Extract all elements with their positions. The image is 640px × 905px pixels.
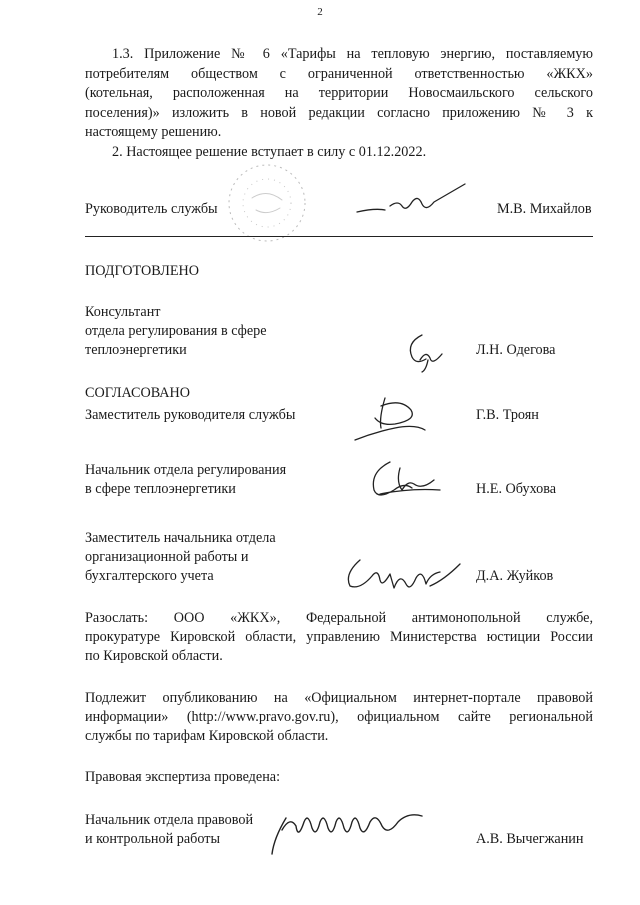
prepared-line: Консультант bbox=[85, 304, 161, 320]
expertise-line: Начальник отдела правовой bbox=[85, 812, 254, 828]
signer-3-signature-icon bbox=[340, 550, 465, 595]
expertise-line: и контрольной работы bbox=[85, 831, 220, 847]
paragraph-line: 1.3. Приложение № 6 «Тарифы на тепловую энергию, поставляемую bbox=[112, 46, 593, 62]
agreed-signer-line: бухгалтерского учета bbox=[85, 568, 214, 584]
agreed-heading: СОГЛАСОВАНО bbox=[85, 385, 191, 401]
prepared-line: теплоэнергетики bbox=[85, 342, 187, 358]
agreed-signer-name: Д.А. Жуйков bbox=[476, 568, 554, 584]
stamp-seal-icon bbox=[222, 158, 312, 248]
agreed-signer-line: в сфере теплоэнергетики bbox=[85, 481, 236, 497]
agreed-signer-name: Г.В. Троян bbox=[476, 407, 539, 423]
paragraph-line: (котельная, расположенная на территории Новосмаильского сельского bbox=[85, 85, 593, 101]
distribution-line: по Кировской области. bbox=[85, 648, 223, 664]
expertise-signature-icon bbox=[268, 810, 438, 860]
item-2-text: 2. Настоящее решение вступает в силу с 01.12.2022. bbox=[112, 144, 427, 160]
agreed-signer-line: Начальник отдела регулирования bbox=[85, 462, 287, 478]
agreed-signer-line: Заместитель руководителя службы bbox=[85, 407, 296, 423]
publication-line: информации» (http://www.pravo.gov.ru), официальном сайте региональной bbox=[85, 709, 593, 725]
agreed-signer-line: Заместитель начальника отдела bbox=[85, 530, 276, 546]
prepared-signature-icon bbox=[400, 330, 450, 375]
agreed-signer-line: организационной работы и bbox=[85, 549, 249, 565]
agreed-signer-name: Н.Е. Обухова bbox=[476, 481, 557, 497]
expertise-text: Правовая экспертиза проведена: bbox=[85, 769, 281, 785]
paragraph-line: поселения)» изложить в новой редакции согласно приложению № 3 к bbox=[85, 105, 593, 121]
page-number: 2 bbox=[317, 6, 323, 18]
paragraph-line: потребителям обществом с ограниченной ответственностью «ЖКХ» bbox=[85, 66, 593, 82]
distribution-line: Разослать: ООО «ЖКХ», Федеральной антимонопольной службе, bbox=[85, 610, 593, 626]
publication-line: службы по тарифам Кировской области. bbox=[85, 728, 329, 744]
publication-line: Подлежит опубликованию на «Официальном интернет-портале правовой bbox=[85, 690, 593, 706]
head-name: М.В. Михайлов bbox=[497, 201, 592, 217]
paragraph-line: настоящему решению. bbox=[85, 124, 222, 140]
head-signature-icon bbox=[355, 180, 475, 220]
prepared-line: отдела регулирования в сфере bbox=[85, 323, 267, 339]
signer-2-signature-icon bbox=[360, 452, 450, 502]
expertise-name: А.В. Вычегжанин bbox=[476, 831, 584, 847]
divider bbox=[85, 236, 593, 237]
prepared-name: Л.Н. Одегова bbox=[476, 342, 556, 358]
prepared-heading: ПОДГОТОВЛЕНО bbox=[85, 263, 199, 279]
distribution-line: прокуратуре Кировской области, управлению Министерства юстиции России bbox=[85, 629, 593, 645]
head-position: Руководитель службы bbox=[85, 201, 218, 217]
signer-1-signature-icon bbox=[345, 390, 435, 450]
